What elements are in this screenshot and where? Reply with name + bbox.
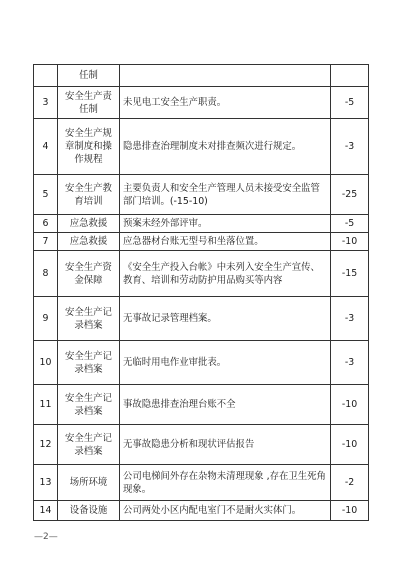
- table-row: [34, 175, 369, 215]
- table-row: [34, 233, 369, 251]
- row-number: 13: [34, 465, 58, 501]
- row-description: 未见电工安全生产职责。: [120, 87, 331, 119]
- row-description: 无临时用电作业审批表。: [120, 341, 331, 385]
- row-score: -5: [331, 87, 369, 119]
- row-category: 应急救援: [58, 233, 120, 251]
- row-score: -2: [331, 465, 369, 501]
- row-description: 应急器材台账无型号和坐落位置。: [120, 233, 331, 251]
- row-score: -10: [331, 233, 369, 251]
- row-description: 隐患排查治理制度未对排查频次进行规定。: [120, 119, 331, 175]
- row-score: [331, 65, 369, 87]
- row-description: 主要负责人和安全生产管理人员未接受安全监管部门培训。(-15-10): [120, 175, 331, 215]
- row-category: 安全生产记录档案: [58, 297, 120, 341]
- row-score: -10: [331, 501, 369, 521]
- table-row: [34, 465, 369, 501]
- table-row: [34, 297, 369, 341]
- row-description: 预案未经外部评审。: [120, 215, 331, 233]
- row-number: 8: [34, 251, 58, 297]
- table-row: [34, 251, 369, 297]
- table-row: [34, 87, 369, 119]
- row-score: -5: [331, 215, 369, 233]
- row-number: 12: [34, 425, 58, 465]
- table-row: [34, 501, 369, 521]
- table-row: [34, 341, 369, 385]
- row-number: 14: [34, 501, 58, 521]
- row-score: -10: [331, 385, 369, 425]
- row-score: -3: [331, 297, 369, 341]
- row-category: 应急救援: [58, 215, 120, 233]
- table-row: [34, 425, 369, 465]
- row-number: 11: [34, 385, 58, 425]
- row-description: 事故隐患排查治理台账不全: [120, 385, 331, 425]
- row-description: [120, 65, 331, 87]
- table-row: [34, 385, 369, 425]
- row-category: 安全生产责任制: [58, 87, 120, 119]
- row-score: -25: [331, 175, 369, 215]
- row-number: 7: [34, 233, 58, 251]
- row-number: 4: [34, 119, 58, 175]
- table-row: [34, 65, 369, 87]
- row-number: 6: [34, 215, 58, 233]
- table-row: [34, 119, 369, 175]
- row-score: -15: [331, 251, 369, 297]
- row-category: 任制: [58, 65, 120, 87]
- row-number: 3: [34, 87, 58, 119]
- row-description: 公司电梯间外存在杂物未清理现象 ,存在卫生死角现象。: [120, 465, 331, 501]
- row-category: 安全生产记录档案: [58, 385, 120, 425]
- row-category: 设备设施: [58, 501, 120, 521]
- row-category: 安全生产教育培训: [58, 175, 120, 215]
- row-description: 无事故记录管理档案。: [120, 297, 331, 341]
- row-number: 9: [34, 297, 58, 341]
- row-category: 安全生产资金保障: [58, 251, 120, 297]
- row-number: 10: [34, 341, 58, 385]
- row-category: 安全生产规章制度和操作规程: [58, 119, 120, 175]
- row-number: 5: [34, 175, 58, 215]
- page-number: —2—: [34, 532, 58, 542]
- row-description: 《安全生产投入台帐》中未列入安全生产宣传、教育、培训和劳动防护用品购买等内容: [120, 251, 331, 297]
- row-score: -3: [331, 341, 369, 385]
- row-category: 场所环境: [58, 465, 120, 501]
- row-category: 安全生产记录档案: [58, 341, 120, 385]
- row-description: 无事故隐患分析和现状评估报告: [120, 425, 331, 465]
- table-row: [34, 215, 369, 233]
- deduction-table-body: [34, 65, 369, 521]
- row-score: -3: [331, 119, 369, 175]
- deduction-table: [33, 64, 369, 521]
- row-category: 安全生产记录档案: [58, 425, 120, 465]
- row-score: -10: [331, 425, 369, 465]
- row-number: [34, 65, 58, 87]
- row-description: 公司两处小区内配电室门不是耐火实体门。: [120, 501, 331, 521]
